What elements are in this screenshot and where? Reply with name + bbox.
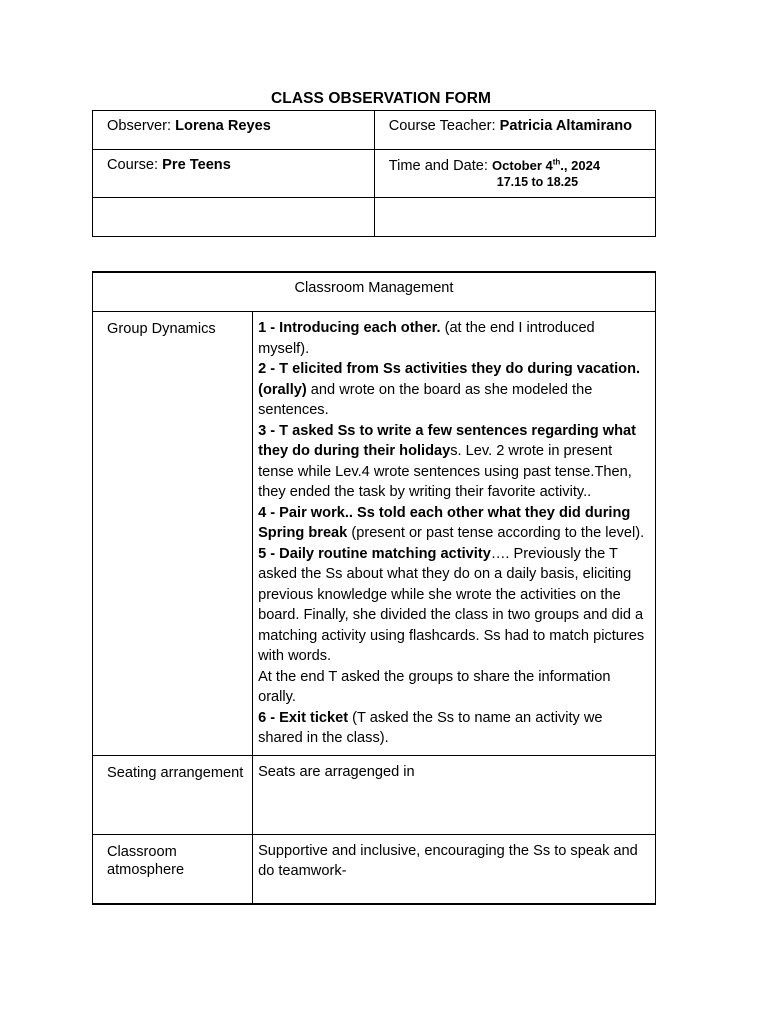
activity-item-text: (T asked the Ss to name an activity we shared in the class). [258, 709, 603, 746]
activity-item-bold: 4 - Pair work.. Ss told each other what they did during Spring break [258, 504, 631, 541]
info-row-1 [93, 111, 656, 150]
group-dynamics-row [93, 312, 656, 756]
date-value [492, 158, 600, 173]
activity-item-text: (at the end I introduced myself). [258, 320, 595, 357]
observer-value: Lorena Reyes [175, 118, 271, 134]
course-value: Pre Teens [162, 157, 231, 173]
info-row-3 [93, 198, 656, 237]
activity-item-bold: 5 - Daily routine matching activity [258, 545, 491, 562]
date-value-sup: th [552, 157, 561, 167]
activity-item-text: …. Previously the T asked the Ss about what they do on a daily basis, eliciting previous knowledge while she wrote the activities on the board. Finally, she divided the class in two groups and did a matching activity using flashcards. Ss had to match pictures with words. [258, 545, 645, 664]
management-header: Classroom Management [93, 272, 656, 312]
activity-item [258, 667, 649, 708]
classroom-management-table [92, 271, 656, 905]
date-value-post: ., 2024 [560, 158, 601, 173]
activity-item-text: (present or past tense according to the level). [347, 525, 645, 541]
activity-item [258, 359, 649, 421]
group-dynamics-content [253, 312, 656, 756]
empty-cell-right [374, 198, 655, 237]
teacher-label: Course Teacher: [388, 118, 500, 134]
datetime-cell [374, 150, 655, 198]
observer-label: Observer: [107, 118, 176, 134]
activity-item [258, 708, 649, 749]
activity-item [258, 421, 649, 503]
activity-item-text: s. Lev. 2 wrote in present tense while Lev.4 wrote sentences using past tense.Then, they ended the task by writing their favorite activity.. [258, 443, 632, 500]
activity-item-text: At the end T asked the groups to share the information orally. [258, 668, 611, 705]
activity-item-bold: 6 - Exit ticket [258, 709, 349, 726]
empty-cell-left [93, 198, 375, 237]
management-header-row [93, 272, 656, 312]
course-label: Course: [107, 157, 163, 173]
seating-value: Seats are arragenged in [253, 755, 656, 834]
date-value-pre: October 4 [492, 158, 553, 173]
seating-row [93, 755, 656, 834]
atmosphere-row [93, 834, 656, 904]
seating-label: Seating arrangement [93, 755, 253, 834]
group-dynamics-label: Group Dynamics [93, 312, 253, 756]
info-table [92, 110, 656, 237]
atmosphere-label: Classroom atmosphere [93, 834, 253, 904]
activity-item-bold: 3 - T asked Ss to write a few sentences regarding what they do during their holiday [258, 422, 637, 459]
activity-item-bold: 1 - Introducing each other. [258, 320, 441, 336]
atmosphere-value: Supportive and inclusive, encouraging the Ss to speak and do teamwork- [253, 834, 656, 904]
datetime-label: Time and Date: [388, 158, 493, 174]
teacher-value: Patricia Altamirano [499, 118, 633, 134]
form-title: CLASS OBSERVATION FORM [270, 90, 492, 107]
activity-item [258, 318, 649, 359]
course-cell [93, 150, 375, 198]
activity-item [258, 544, 649, 667]
teacher-cell [374, 111, 655, 150]
time-value: 17.15 to 18.25 [496, 175, 579, 189]
activity-item-bold: 2 - T elicited from Ss activities they do during vacation. (orally) [258, 361, 641, 398]
activity-item [258, 503, 649, 544]
info-row-2 [93, 150, 656, 198]
activity-item-text: and wrote on the board as she modeled the sentences. [258, 381, 593, 418]
observer-cell [93, 111, 375, 150]
